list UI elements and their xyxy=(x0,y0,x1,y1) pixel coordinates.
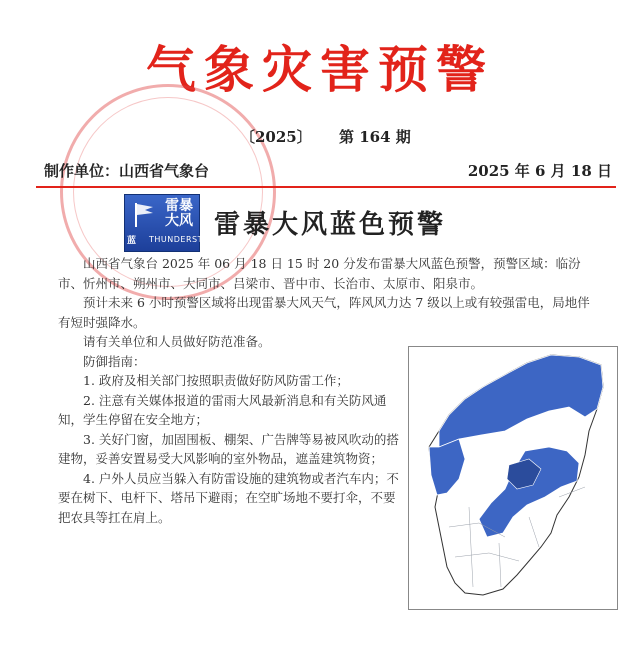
issue-index: 第 164 期 xyxy=(338,128,411,146)
shanxi-map-svg xyxy=(409,347,617,609)
warning-signal-badge xyxy=(124,194,224,252)
issue-year: 〔2025〕 xyxy=(240,128,312,146)
badge-level: 蓝 xyxy=(127,236,137,246)
header-divider xyxy=(36,186,616,188)
guide-title: 防御指南： xyxy=(83,353,146,369)
paragraph-issued: 山西省气象台 2025 年 06 月 18 日 15 时 20 分发布雷暴大风蓝色预警，预警区域：临汾市、忻州市、朔州市、大同市、吕梁市、晋中市、长治市、太原市、阳泉市。 xyxy=(58,256,581,291)
meta-row xyxy=(44,160,612,182)
issue-number xyxy=(240,126,433,147)
badge-english: THUNDERSTORM xyxy=(149,235,224,244)
guide-item-1: 1. 政府及相关部门按照职责做好防风防雷工作； xyxy=(83,373,349,388)
guide-item-4: 4. 户外人员应当躲入有防雷设施的建筑物或者汽车内；不要在树下、电杆下、塔吊下避雨；在空旷场地不要打伞，不要把农具等扛在肩上。 xyxy=(58,470,399,525)
wind-flag-icon xyxy=(131,201,159,229)
guide-item-2: 2. 注意有关媒体报道的雷雨大风最新消息和有关防风通知，学生停留在安全地方； xyxy=(58,392,387,427)
publish-date: 2025 年 6 月 18 日 xyxy=(467,162,612,180)
producer-label: 制作单位：山西省气象台 xyxy=(44,162,210,180)
warning-area-map xyxy=(408,346,618,610)
bulletin-title: 气象灾害预警 xyxy=(146,41,494,99)
paragraph-advice: 请有关单位和人员做好防范准备。 xyxy=(83,334,271,349)
paragraph-forecast: 预计未来 6 小时预警区域将出现雷暴大风天气，阵风风力达 7 级以上或有较强雷电，局地伴有短时强降水。 xyxy=(58,295,590,330)
guide-item-3: 3. 关好门窗，加固围板、棚架、广告牌等易被风吹动的搭建物，妥善安置易受大风影响的室外物品，遮盖建筑物资； xyxy=(58,431,399,466)
badge-label: 雷暴大风 xyxy=(165,198,193,229)
warning-heading: 雷暴大风蓝色预警 xyxy=(214,210,447,240)
